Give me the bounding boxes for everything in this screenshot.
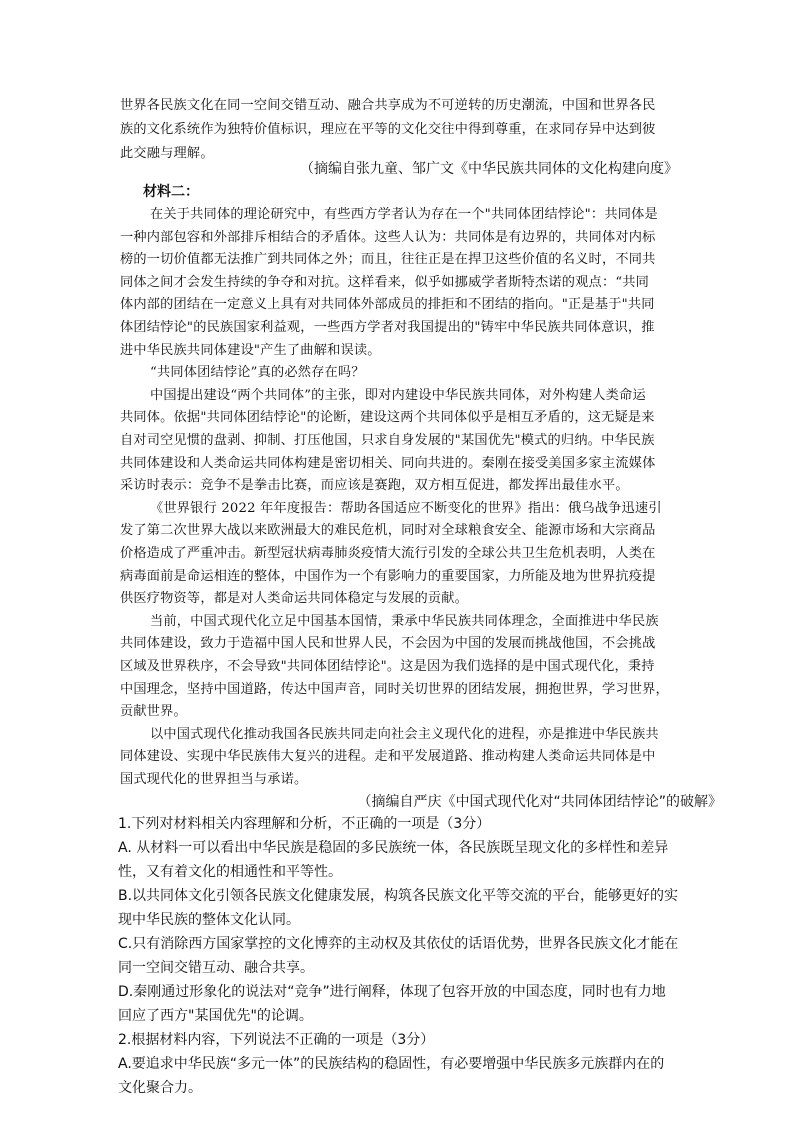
option-b-line: B.以共同体文化引领各民族文化健康发展，构筑各民族文化平等交流的平台，能够更好的实 (118, 887, 678, 904)
material2-line: 病毒面前是命运相连的整体，中国作为一个有影响力的重要国家，力所能及地为世界抗疫提 (120, 568, 656, 584)
option-a-line: A.要追求中华民族“多元一体”的民族结构的稳固性，有必要增强中华民族多元族群内在的 (118, 1055, 665, 1072)
option-d-line: D.秦刚通过形象化的说法对“竞争”进行阐释，体现了包容开放的中国态度，同时也有力地 (118, 983, 666, 1000)
material2-line: 发了第二次世界大战以来欧洲最大的难民危机，同时对全球粮食安全、能源市场和大宗商品 (120, 523, 656, 539)
option-b-line: 现中华民族的整体文化认同。 (118, 911, 300, 928)
option-a-line: 文化聚合力。 (118, 1079, 202, 1096)
material2-line: 中国理念，坚持中国道路，传达中国声音，同时关切世界的团结发展，拥抱世界，学习世界， (120, 681, 669, 697)
material2-line: 《世界银行 2022 年年度报告：帮助各国适应不断变化的世界》指出：俄乌战争迅速引 (150, 500, 662, 516)
material2-line: 共同体建设和人类命运共同体构建是密切相关、同向共进的。秦刚在接受美国多家主流媒体 (120, 455, 656, 471)
material2-line: 当前，中国式现代化立足中国基本国情，秉承中华民族共同体理念，全面推进中华民族 (150, 613, 659, 629)
question-2-stem: 2.根据材料内容，下列说法不正确的一项是（3分） (118, 1031, 435, 1048)
material2-line: 榜的一切价值都无法推广到共同体之外；而且，往往正是在捍卫这些价值的名义时，不同共 (120, 252, 656, 268)
material2-line: 自对司空见惯的盘剥、抑制、打压他国，只求自身发展的"某国优先"模式的归纳。中华民族 (120, 433, 655, 448)
material2-line: 进中华民族共同体建设"产生了曲解和误读。 (120, 342, 381, 358)
material2-line: 同体建设、实现中华民族伟大复兴的进程。走和平发展道路、推动构建人类命运共同体是中 (120, 749, 656, 765)
material2-line: 在关于共同体的理论研究中，有些西方学者认为存在一个"共同体团结悖论"：共同体是 (150, 207, 658, 222)
material2-line: 体内部的团结在一定意义上具有对共同体外部成员的排拒和不团结的指向。"正是基于"共同 (120, 297, 655, 313)
material2-line: 共同体建设，致力于造福中国人民和世界人民，不会因为中国的发展而挑战他国，不会挑战 (120, 636, 656, 652)
material2-line: 中国提出建设“两个共同体”的主张，即对内建设中华民族共同体，对外构建人类命运 (150, 387, 646, 403)
material2-line: 区域及世界秩序，不会导致"共同体团结悖论"。这是因为我们选择的是中国式现代化，秉持 (120, 659, 655, 674)
source-citation-2: （摘编自严庆《中国式现代化对“共同体团结悖论”的破解》 (357, 793, 722, 810)
material1-line: 此交融与理解。 (120, 146, 214, 161)
material2-line: 贡献世界。 (120, 704, 187, 720)
material2-line: 体团结悖论"的民族国家利益观，一些西方学者对我国提出的"铸牢中华民族共同体意识，推 (120, 320, 655, 335)
option-a-line: A. 从材料一可以看出中华民族是稳固的多民族统一体，各民族既呈现文化的多样性和差异 (118, 839, 669, 856)
material2-line: 同体之间才会发生持续的争夺和对抗。这样看来，似乎如挪威学者斯特杰诺的观点：“共同 (120, 274, 650, 290)
material2-line: 价格造成了严重冲击。新型冠状病毒肺炎疫情大流行引发的全球公共卫生危机表明，人类在 (120, 546, 656, 561)
material2-heading: 材料二： (143, 184, 199, 200)
material2-line: 采访时表示：竞争不是拳击比赛，而应该是赛跑，双方相互促进，都发挥出最佳水平。 (120, 478, 629, 494)
option-a-line: 性，又有着文化的相通性和平等性。 (118, 863, 342, 880)
material2-line: 一种内部包容和外部排斥相结合的矛盾体。这些人认为：共同体是有边界的，共同体对内标 (120, 229, 656, 245)
material2-line: 以中国式现代化推动我国各民族共同走向社会主义现代化的进程，亦是推进中华民族共 (150, 726, 659, 742)
material2-line: 国式现代化的世界担当与承诺。 (120, 772, 308, 787)
material2-line: 共同体。依据"共同体团结悖论"的论断，建设这两个共同体似乎是相互矛盾的，这无疑是来 (120, 410, 655, 426)
material2-line: “共同体团结悖论”真的必然存在吗？ (150, 365, 365, 381)
material1-line: 族的文化系统作为独特价值标识，理应在平等的文化交往中得到尊重，在求同存异中达到彼 (120, 122, 656, 137)
option-c-line: 同一空间交错互动、融合共享。 (118, 959, 314, 976)
material1-line: 世界各民族文化在同一空间交错互动、融合共享成为不可逆转的历史潮流，中国和世界各民 (120, 98, 656, 113)
option-d-line: 回应了西方"某国优先"的论调。 (118, 1007, 313, 1024)
option-c-line: C.只有消除西方国家掌控的文化博弈的主动权及其依仗的话语优势，世界各民族文化才能在 (118, 935, 678, 952)
source-citation-1: （摘编自张九童、邹广文《中华民族共同体的文化构建向度》 (300, 161, 678, 177)
material2-line: 供医疗物资等，都是对人类命运共同体稳定与发展的贡献。 (120, 591, 469, 607)
question-1-stem: 1.下列对材料相关内容理解和分析，不正确的一项是（3分） (118, 815, 491, 832)
